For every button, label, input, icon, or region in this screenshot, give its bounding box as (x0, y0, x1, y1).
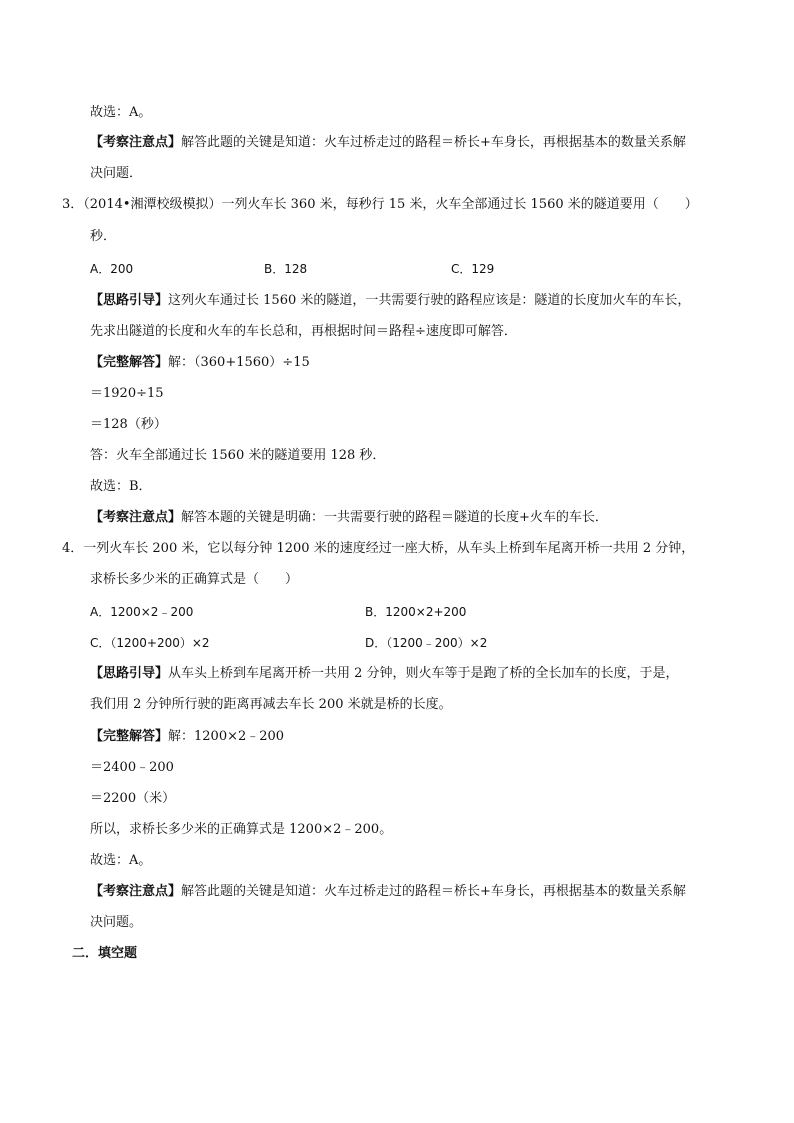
note-line (90, 134, 686, 152)
answer-choice-line: 故选：A。 (90, 105, 152, 120)
answer-line: 所以，求桥长多少米的正确算式是 1200×2﹣200。 (90, 822, 393, 837)
answer-line: 答：火车全部通过长 1560 米的隧道要用 128 秒． (90, 448, 386, 463)
option-b: B．1200×2+200 (365, 605, 467, 619)
solution-text: 解：1200×2﹣200 (168, 729, 285, 744)
option-c: C．（1200+200）×2 (90, 636, 210, 650)
solution-line (90, 728, 284, 746)
answer-choice-line: 故选：B． (90, 479, 152, 494)
option-a: A．200 (90, 262, 134, 276)
solution-tag: 【完整解答】 (90, 355, 169, 370)
note-tag: 【考察注意点】 (90, 884, 182, 899)
note-tag: 【考察注意点】 (90, 510, 182, 525)
note-text: 解答此题的关键是知道：火车过桥走过的路程＝桥长+车身长，再根据基本的数量关系解 (181, 135, 686, 150)
question-3-continuation: 秒． (90, 229, 117, 244)
section-heading: 二．填空题 (72, 946, 138, 961)
option-d: D．（1200﹣200）×2 (365, 636, 488, 650)
solution-step: ＝2200（米） (90, 791, 176, 806)
solution-step: ＝1920÷15 (90, 386, 164, 401)
option-c: C．129 (451, 262, 495, 276)
hint-tag: 【思路引导】 (90, 666, 169, 681)
note-line (90, 883, 686, 901)
solution-tag: 【完整解答】 (90, 729, 169, 744)
hint-continuation: 先求出隧道的长度和火车的车长总和，再根据时间＝路程÷速度即可解答． (90, 324, 517, 339)
option-a: A．1200×2﹣200 (90, 605, 194, 619)
note-line (90, 509, 608, 527)
solution-step: ＝128（秒） (90, 417, 167, 432)
question-4-continuation: 求桥长多少米的正确算式是（ ） (90, 572, 299, 587)
hint-line (90, 292, 690, 310)
hint-line (90, 665, 679, 683)
hint-text: 从车头上桥到车尾离开桥一共用 2 分钟，则火车等于是跑了桥的全长加车的长度，于是， (168, 666, 679, 681)
question-3: 3．（2014•湘潭校级模拟）一列火车长 360 米，每秒行 15 米，火车全部通过长 1560 米的隧道要用（ ） (62, 197, 698, 212)
note-text: 解答此题的关键是知道：火车过桥走过的路程＝桥长+车身长，再根据基本的数量关系解 (181, 884, 686, 899)
question-4: 4．一列火车长 200 米，它以每分钟 1200 米的速度经过一座大桥，从车头上桥到车尾离开桥一共用 2 分钟， (62, 541, 695, 556)
answer-choice-line: 故选：A。 (90, 853, 152, 868)
note-text: 解答本题的关键是明确：一共需要行驶的路程＝隧道的长度+火车的车长． (181, 510, 608, 525)
hint-text: 这列火车通过长 1560 米的隧道，一共需要行驶的路程应该是：隧道的长度加火车的车长， (168, 293, 691, 308)
option-b: B．128 (264, 262, 308, 276)
note-continuation: 决问题． (90, 166, 143, 181)
hint-tag: 【思路引导】 (90, 293, 169, 308)
note-tag: 【考察注意点】 (90, 135, 182, 150)
note-continuation: 决问题。 (90, 915, 143, 930)
solution-text: 解：（360+1560）÷15 (168, 355, 310, 370)
solution-line (90, 354, 310, 372)
hint-continuation: 我们用 2 分钟所行驶的距离再减去车长 200 米就是桥的长度。 (90, 697, 452, 712)
solution-step: ＝2400﹣200 (90, 760, 174, 775)
